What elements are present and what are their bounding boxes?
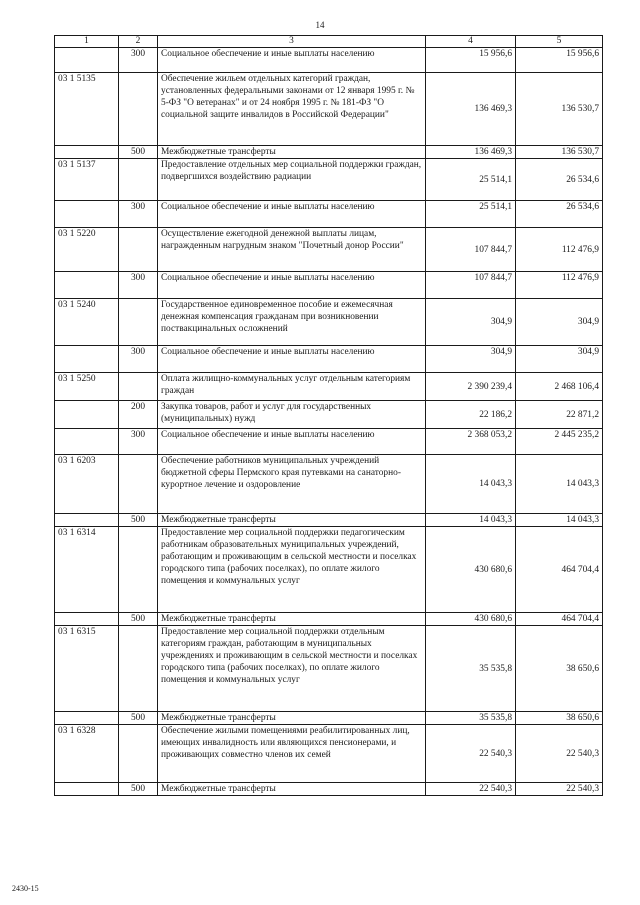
amount-year1-cell: 22 186,2: [426, 401, 516, 429]
table-row: [55, 712, 603, 725]
expense-type-cell: 300: [119, 272, 158, 299]
amount-year2-cell: 38 650,6: [516, 626, 603, 712]
expense-type-cell: 500: [119, 712, 158, 725]
amount-year2-cell: 14 043,3: [516, 455, 603, 514]
item-name-cell: Предоставление мер социальной поддержки педагогическим работникам образовательных муниципальных учреждений, работающим и проживающим в сельской местности и поселках городского типа (рабочих поселках), по оплате жилого помещения и коммунальных услуг: [158, 527, 426, 613]
amount-year1-cell: 304,9: [426, 346, 516, 373]
amount-year2-cell: 26 534,6: [516, 201, 603, 228]
table-row: [55, 725, 603, 783]
target-code-cell: 03 1 5135: [55, 73, 119, 146]
amount-year1-cell: 136 469,3: [426, 146, 516, 159]
target-code-cell: [55, 48, 119, 73]
amount-year1-cell: 304,9: [426, 299, 516, 346]
amount-year1-cell: 136 469,3: [426, 73, 516, 146]
item-name-cell: Обеспечение жилыми помещениями реабилитированных лиц, имеющих инвалидность или являющихся пенсионерами, и проживающих совместно членов их семей: [158, 725, 426, 783]
expense-type-cell: 500: [119, 613, 158, 626]
table-row: [55, 146, 603, 159]
amount-year1-cell: 22 540,3: [426, 783, 516, 796]
amount-year1-cell: 430 680,6: [426, 613, 516, 626]
expense-type-cell: 500: [119, 783, 158, 796]
item-name-cell: Оплата жилищно-коммунальных услуг отдельным категориям граждан: [158, 373, 426, 401]
target-code-cell: 03 1 5250: [55, 373, 119, 401]
column-header: 2: [119, 36, 158, 48]
item-name-cell: Межбюджетные трансферты: [158, 514, 426, 527]
target-code-cell: 03 1 6203: [55, 455, 119, 514]
expense-type-cell: 300: [119, 346, 158, 373]
item-name-cell: Предоставление мер социальной поддержки отдельным категориям граждан, работающим в муниципальных учреждениях и проживающим в сельской местности и поселках городского типа (рабочих поселках), по оплате жилого помещения и коммунальных услуг: [158, 626, 426, 712]
amount-year2-cell: 14 043,3: [516, 514, 603, 527]
amount-year2-cell: 464 704,4: [516, 527, 603, 613]
amount-year2-cell: 304,9: [516, 346, 603, 373]
item-name-cell: Социальное обеспечение и иные выплаты населению: [158, 272, 426, 299]
amount-year2-cell: 136 530,7: [516, 73, 603, 146]
item-name-cell: Социальное обеспечение и иные выплаты населению: [158, 48, 426, 73]
item-name-cell: Межбюджетные трансферты: [158, 146, 426, 159]
table-row: [55, 514, 603, 527]
column-header: 3: [158, 36, 426, 48]
amount-year2-cell: 136 530,7: [516, 146, 603, 159]
target-code-cell: [55, 201, 119, 228]
target-code-cell: 03 1 6315: [55, 626, 119, 712]
table-row: [55, 346, 603, 373]
amount-year1-cell: 2 390 239,4: [426, 373, 516, 401]
amount-year2-cell: 22 540,3: [516, 783, 603, 796]
table-row: [55, 373, 603, 401]
amount-year1-cell: 35 535,8: [426, 626, 516, 712]
column-header: 5: [516, 36, 603, 48]
target-code-cell: [55, 613, 119, 626]
expense-type-cell: [119, 299, 158, 346]
target-code-cell: [55, 783, 119, 796]
item-name-cell: Закупка товаров, работ и услуг для государственных (муниципальных) нужд: [158, 401, 426, 429]
table-row: [55, 613, 603, 626]
target-code-cell: [55, 514, 119, 527]
table-row: [55, 429, 603, 455]
table-row: [55, 401, 603, 429]
expense-type-cell: [119, 725, 158, 783]
amount-year2-cell: 26 534,6: [516, 159, 603, 201]
expense-type-cell: 300: [119, 429, 158, 455]
expense-type-cell: [119, 73, 158, 146]
target-code-cell: [55, 401, 119, 429]
item-name-cell: Межбюджетные трансферты: [158, 712, 426, 725]
target-code-cell: [55, 429, 119, 455]
table-row: [55, 527, 603, 613]
expense-type-cell: 500: [119, 146, 158, 159]
target-code-cell: 03 1 5137: [55, 159, 119, 201]
target-code-cell: [55, 272, 119, 299]
amount-year2-cell: 38 650,6: [516, 712, 603, 725]
expense-type-cell: [119, 159, 158, 201]
amount-year2-cell: 15 956,6: [516, 48, 603, 73]
expense-type-cell: [119, 373, 158, 401]
expense-type-cell: 300: [119, 201, 158, 228]
table-row: [55, 626, 603, 712]
table-row: [55, 228, 603, 272]
item-name-cell: Социальное обеспечение и иные выплаты населению: [158, 346, 426, 373]
target-code-cell: 03 1 6328: [55, 725, 119, 783]
table-row: [55, 299, 603, 346]
expense-type-cell: 200: [119, 401, 158, 429]
amount-year2-cell: 464 704,4: [516, 613, 603, 626]
amount-year2-cell: 304,9: [516, 299, 603, 346]
expense-type-cell: [119, 228, 158, 272]
target-code-cell: 03 1 5240: [55, 299, 119, 346]
budget-table: [54, 35, 603, 796]
target-code-cell: [55, 146, 119, 159]
amount-year2-cell: 22 871,2: [516, 401, 603, 429]
amount-year2-cell: 22 540,3: [516, 725, 603, 783]
amount-year1-cell: 15 956,6: [426, 48, 516, 73]
amount-year1-cell: 430 680,6: [426, 527, 516, 613]
table-row: [55, 201, 603, 228]
amount-year2-cell: 2 445 235,2: [516, 429, 603, 455]
column-header: 1: [55, 36, 119, 48]
item-name-cell: Межбюджетные трансферты: [158, 783, 426, 796]
amount-year1-cell: 22 540,3: [426, 725, 516, 783]
amount-year1-cell: 25 514,1: [426, 159, 516, 201]
amount-year1-cell: 2 368 053,2: [426, 429, 516, 455]
amount-year1-cell: 14 043,3: [426, 455, 516, 514]
amount-year1-cell: 25 514,1: [426, 201, 516, 228]
table-row: [55, 455, 603, 514]
expense-type-cell: 300: [119, 48, 158, 73]
item-name-cell: Осуществление ежегодной денежной выплаты лицам, награжденным нагрудным знаком "Почетный донор России": [158, 228, 426, 272]
item-name-cell: Социальное обеспечение и иные выплаты населению: [158, 429, 426, 455]
item-name-cell: Государственное единовременное пособие и ежемесячная денежная компенсация гражданам при возникновении поствакцинальных осложнений: [158, 299, 426, 346]
item-name-cell: Предоставление отдельных мер социальной поддержки граждан, подвергшихся воздействию радиации: [158, 159, 426, 201]
amount-year2-cell: 112 476,9: [516, 228, 603, 272]
target-code-cell: 03 1 6314: [55, 527, 119, 613]
item-name-cell: Социальное обеспечение и иные выплаты населению: [158, 201, 426, 228]
target-code-cell: [55, 712, 119, 725]
table-row: [55, 73, 603, 146]
item-name-cell: Межбюджетные трансферты: [158, 613, 426, 626]
document-code: 2430-15: [12, 884, 39, 893]
table-row: [55, 159, 603, 201]
column-header: 4: [426, 36, 516, 48]
expense-type-cell: [119, 455, 158, 514]
amount-year1-cell: 107 844,7: [426, 228, 516, 272]
expense-type-cell: 500: [119, 514, 158, 527]
item-name-cell: Обеспечение работников муниципальных учреждений бюджетной сферы Пермского края путевками на санаторно-курортное лечение и оздоровление: [158, 455, 426, 514]
amount-year1-cell: 14 043,3: [426, 514, 516, 527]
table-row: [55, 48, 603, 73]
page-number: 14: [315, 20, 325, 30]
table-row: [55, 783, 603, 796]
amount-year1-cell: 107 844,7: [426, 272, 516, 299]
amount-year1-cell: 35 535,8: [426, 712, 516, 725]
expense-type-cell: [119, 527, 158, 613]
target-code-cell: [55, 346, 119, 373]
expense-type-cell: [119, 626, 158, 712]
amount-year2-cell: 2 468 106,4: [516, 373, 603, 401]
amount-year2-cell: 112 476,9: [516, 272, 603, 299]
item-name-cell: Обеспечение жильем отдельных категорий граждан, установленных федеральными законами от 12 января 1995 г. № 5-ФЗ "О ветеранах" и от 24 ноября 1995 г. № 181-ФЗ "О социальной защите инвалидов в Российской Федерации": [158, 73, 426, 146]
table-header-row: [55, 36, 603, 48]
target-code-cell: 03 1 5220: [55, 228, 119, 272]
table-row: [55, 272, 603, 299]
